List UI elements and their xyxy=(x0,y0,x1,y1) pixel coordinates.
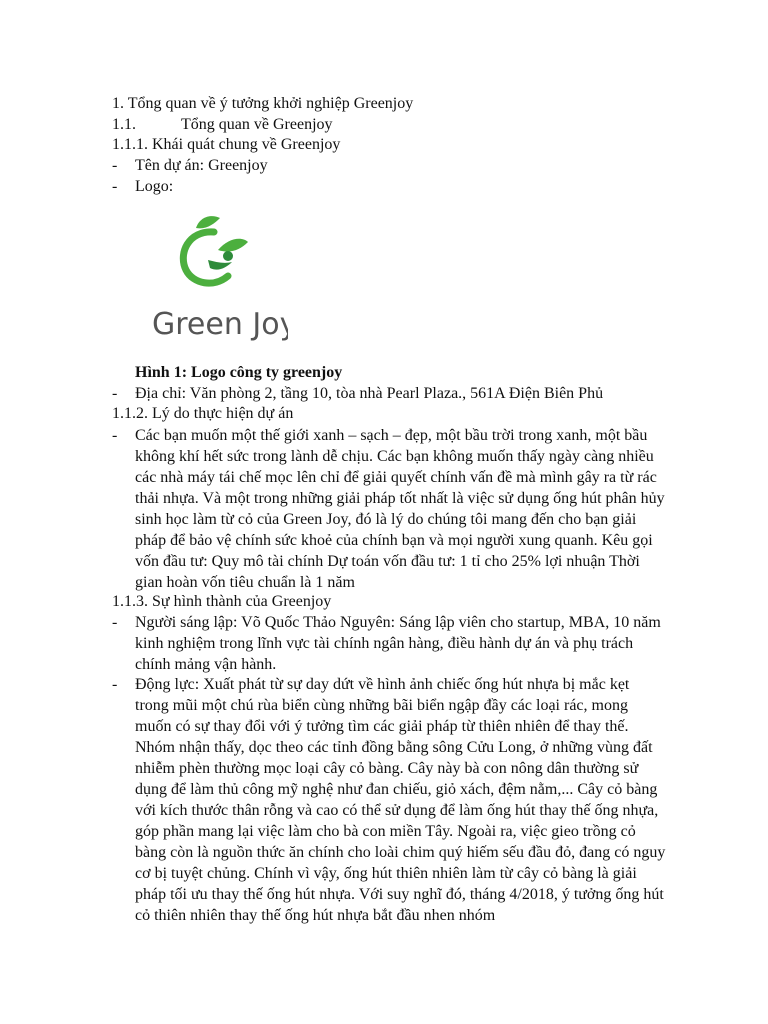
project-name-item: Tên dự án: Greenjoy xyxy=(135,157,268,174)
reason-paragraph xyxy=(135,425,677,593)
motivation-line: góp phần mang lại việc làm cho bà con miền Tây. Ngoài ra, việc gieo trồng cỏ xyxy=(135,823,636,840)
motivation-line: pháp tối ưu thay thế ống hút nhựa. Với suy nghĩ đó, tháng 4/2018, ý tưởng ống hút xyxy=(135,886,664,903)
bullet-dash: - xyxy=(112,385,118,402)
reason-line: pháp để bảo vệ chính sức khoẻ của chính bạn và mọi người xung quanh. Kêu gọi xyxy=(135,532,653,549)
bullet-dash: - xyxy=(112,614,118,631)
motivation-paragraph xyxy=(135,674,677,926)
bullet-dash: - xyxy=(112,178,118,195)
logo-figure-body xyxy=(208,260,232,270)
logo-right-leaf xyxy=(218,239,248,252)
founder-paragraph xyxy=(135,612,677,675)
motivation-line: trong mũi một chú rùa biển cùng những bãi biển ngập đầy các loại rác, mong xyxy=(135,697,628,714)
reason-line: không khí hết sức trong lành dễ chịu. Các bạn không muốn thấy ngày càng nhiều xyxy=(135,448,654,465)
motivation-line: muốn có sự thay đổi với ý tưởng tìm các giải pháp từ thiên nhiên để thay thế. xyxy=(135,718,629,735)
greenjoy-logo xyxy=(148,212,288,347)
heading-1-1-1: 1.1.1. Khái quát chung về Greenjoy xyxy=(112,136,341,153)
motivation-line: nhiễm phèn thường mọc loại cây cỏ bàng. Cây này bà con nông dân thường sử xyxy=(135,760,639,777)
heading-1: 1. Tổng quan về ý tưởng khởi nghiệp Greenjoy xyxy=(112,95,414,112)
bullet-dash: - xyxy=(112,157,118,174)
motivation-line: Động lực: Xuất phát từ sự day dứt về hình ảnh chiếc ống hút nhựa bị mắc kẹt xyxy=(135,676,630,693)
logo-g-arc xyxy=(183,232,228,283)
heading-1-1-text: Tổng quan về Greenjoy xyxy=(181,116,333,133)
motivation-line: dụng để làm thủ công mỹ nghệ như đan chiếu, giỏ xách, đệm nằm,... Cây cỏ bàng xyxy=(135,781,658,798)
address-item: Địa chỉ: Văn phòng 2, tầng 10, tòa nhà Pearl Plaza., 561A Điện Biên Phủ xyxy=(135,385,604,402)
heading-1-1-2: 1.1.2. Lý do thực hiện dự án xyxy=(112,405,294,422)
bullet-dash: - xyxy=(112,676,118,693)
reason-line: Các bạn muốn một thế giới xanh – sạch – đẹp, một bầu trời trong xanh, một bầu xyxy=(135,427,648,444)
founder-line: kinh nghiệm trong lĩnh vực tài chính ngân hàng, điều hành dự án và phụ trách xyxy=(135,635,634,652)
motivation-line: cơ bị tuyệt chủng. Chính vì vậy, ống hút thiên nhiên làm từ cây cỏ bàng là giải xyxy=(135,865,637,882)
bullet-dash: - xyxy=(112,427,118,444)
founder-line: Người sáng lập: Võ Quốc Thảo Nguyên: Sáng lập viên cho startup, MBA, 10 năm xyxy=(135,614,661,631)
motivation-line: với kích thước thân rỗng và cao có thể sử dụng để làm ống hút thay thế ống nhựa, xyxy=(135,802,659,819)
logo-label-item: Logo: xyxy=(135,178,174,195)
reason-line: các nhà máy tái chế mọc lên chỉ để giải quyết chính vấn đề mà mình gây ra từ rác xyxy=(135,469,657,486)
figure-caption: Hình 1: Logo công ty greenjoy xyxy=(135,364,343,381)
reason-line: thải nhựa. Và một trong những giải pháp tốt nhất là việc sử dụng ống hút phân hủy xyxy=(135,490,665,507)
logo-figure-head xyxy=(223,251,233,261)
reason-line: sinh học làm từ cỏ của Green Joy, đó là lý do chúng tôi mang đến cho bạn giải xyxy=(135,511,637,528)
motivation-line: bàng còn là nguồn thức ăn chính cho loài chim quý hiếm sếu đầu đỏ, đang có nguy xyxy=(135,844,666,861)
logo-wordmark: Green Joy xyxy=(152,307,288,342)
motivation-line: cỏ thiên nhiên thay thế ống hút nhựa bắt đầu nhen nhóm xyxy=(135,907,496,924)
heading-1-1-3: 1.1.3. Sự hình thành của Greenjoy xyxy=(112,593,332,610)
logo-top-leaf xyxy=(196,216,220,228)
founder-line: chính mảng vận hành. xyxy=(135,656,277,673)
heading-1-1-number: 1.1. xyxy=(112,116,136,133)
greenjoy-logo-icon xyxy=(148,212,288,347)
reason-line: vốn đầu tư: Quy mô tài chính Dự toán vốn đầu tư: 1 tỉ cho 25% lợi nhuận Thời xyxy=(135,553,640,570)
motivation-line: Nhóm nhận thấy, dọc theo các tỉnh đồng bằng sông Cửu Long, ở những vùng đất xyxy=(135,739,653,756)
reason-line: gian hoàn vốn tiêu chuẩn là 1 năm xyxy=(135,574,355,591)
